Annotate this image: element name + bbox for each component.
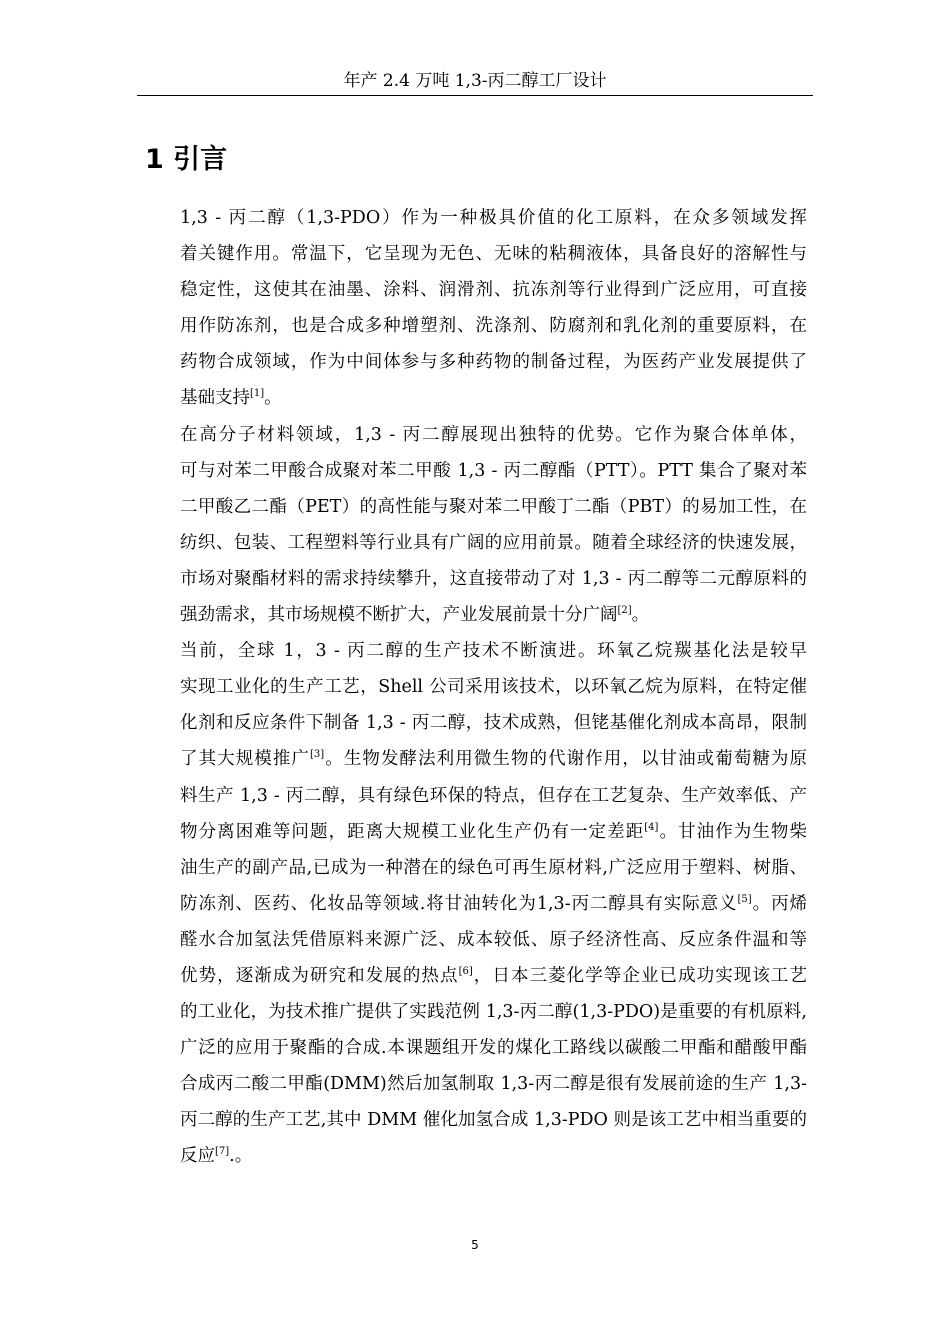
- line-text: 基础支持: [180, 388, 250, 409]
- paragraph-line: 着关键作用。常温下，它呈现为无色、无味的粘稠液体，具备良好的溶解性与: [180, 244, 807, 265]
- section-heading: 1 引言: [145, 144, 228, 175]
- paragraph-line: [145, 886, 807, 922]
- citation-ref[interactable]: [3]: [310, 749, 325, 761]
- paragraph-line: 丙二醇的生产工艺,其中 DMM 催化加氢合成 1,3-PDO 则是该工艺中相当重要的: [180, 1110, 807, 1131]
- paragraph-line: 用作防冻剂，也是合成多种增塑剂、洗涤剂、防腐剂和乳化剂的重要原料，在: [180, 316, 807, 337]
- line-text: 强劲需求，其市场规模不断扩大，产业发展前景十分广阔: [180, 605, 618, 626]
- paragraph-line: [145, 380, 807, 416]
- paragraph-3: [145, 633, 807, 1174]
- paragraph-line: 实现工业化的生产工艺，Shell 公司采用该技术，以环氧乙烷为原料，在特定催: [180, 677, 807, 698]
- header-divider: [137, 95, 813, 96]
- paragraph-line: 醛水合加氢法凭借原料来源广泛、成本较低、原子经济性高、反应条件温和等: [180, 929, 807, 950]
- running-header-title: 年产 2.4 万吨 1,3-丙二醇工厂设计: [343, 71, 607, 91]
- line-text: 。生物发酵法利用微生物的代谢作用，以甘油或葡萄糖为原: [324, 749, 808, 770]
- line-text: 。丙烯: [751, 893, 808, 914]
- paragraph-line: 料生产 1,3 - 丙二醇，具有绿色环保的特点，但存在工艺复杂、生产效率低、产: [180, 785, 807, 806]
- paragraph-line: [145, 741, 807, 777]
- paragraph-line: 在高分子材料领域，1,3 - 丙二醇展现出独特的优势。它作为聚合体单体，: [180, 424, 807, 445]
- citation-ref[interactable]: [6]: [458, 965, 473, 977]
- paragraph-line: 化剂和反应条件下制备 1,3 - 丙二醇，技术成熟，但铑基催化剂成本高昂，限制: [180, 713, 807, 734]
- paragraph-2: [145, 417, 807, 634]
- citation-ref[interactable]: [4]: [644, 821, 659, 833]
- line-text: 反应: [180, 1146, 215, 1167]
- line-end: 。: [264, 388, 282, 409]
- paragraph-line: 油生产的副产品,已成为一种潜在的绿色可再生原材料,广泛应用于塑料、树脂、: [180, 857, 807, 878]
- line-end: .。: [229, 1146, 253, 1167]
- citation-ref[interactable]: [7]: [215, 1146, 230, 1158]
- paragraph-line: 药物合成领域，作为中间体参与多种药物的制备过程，为医药产业发展提供了: [180, 352, 807, 373]
- page-number: 5: [471, 1238, 479, 1252]
- paragraph-line: [145, 814, 807, 850]
- line-text: ，日本三菱化学等企业已成功实现该工艺: [472, 965, 808, 986]
- paragraph-line: 1,3 - 丙二醇（1,3-PDO）作为一种极具价值的化工原料，在众多领域发挥: [180, 208, 807, 228]
- paragraph-line: [145, 597, 807, 633]
- paragraph-line: 纺织、包装、工程塑料等行业具有广阔的应用前景。随着全球经济的快速发展，: [180, 532, 807, 553]
- paragraph-line: 广泛的应用于聚酯的合成.本课题组开发的煤化工路线以碳酸二甲酯和醋酸甲酯: [180, 1038, 807, 1059]
- paragraph-line: 的工业化，为技术推广提供了实践范例 1,3-丙二醇(1,3-PDO)是重要的有机原料,: [180, 1002, 807, 1023]
- paragraph-line: [145, 1138, 807, 1174]
- citation-ref[interactable]: [5]: [737, 893, 752, 905]
- paragraph-line: 市场对聚酯材料的需求持续攀升，这直接带动了对 1,3 - 丙二醇等二元醇原料的: [180, 568, 807, 589]
- line-text: 物分离困难等问题，距离大规模工业化生产仍有一定差距: [180, 821, 645, 842]
- paragraph-line: 当前，全球 1，3 - 丙二醇的生产技术不断演进。环氧乙烷羰基化法是较早: [180, 641, 807, 662]
- paragraph-line: [145, 958, 807, 994]
- paragraph-1: [145, 200, 807, 417]
- line-text: 了其大规模推广: [180, 749, 310, 770]
- line-text: 优势，逐渐成为研究和发展的热点: [180, 965, 459, 986]
- line-end: 。: [631, 605, 650, 626]
- line-text: 。甘油作为生物柴: [658, 821, 808, 842]
- citation-ref[interactable]: [1]: [250, 388, 265, 400]
- paragraph-line: 二甲酸乙二酯（PET）的高性能与聚对苯二甲酸丁二酯（PBT）的易加工性，在: [180, 496, 807, 517]
- paragraph-line: 合成丙二酸二甲酯(DMM)然后加氢制取 1,3-丙二醇是很有发展前途的生产 1,3-: [180, 1074, 807, 1095]
- paragraph-line: 可与对苯二甲酸合成聚对苯二甲酸 1,3 - 丙二醇酯（PTT）。PTT 集合了聚对苯: [180, 460, 807, 481]
- line-text: 防冻剂、医药、化妆品等领域.将甘油转化为1,3-丙二醇具有实际意义: [180, 893, 738, 914]
- citation-ref[interactable]: [2]: [617, 605, 632, 617]
- body-text: [145, 200, 807, 1175]
- paragraph-line: 稳定性，这使其在油墨、涂料、润滑剂、抗冻剂等行业得到广泛应用，可直接: [180, 280, 807, 301]
